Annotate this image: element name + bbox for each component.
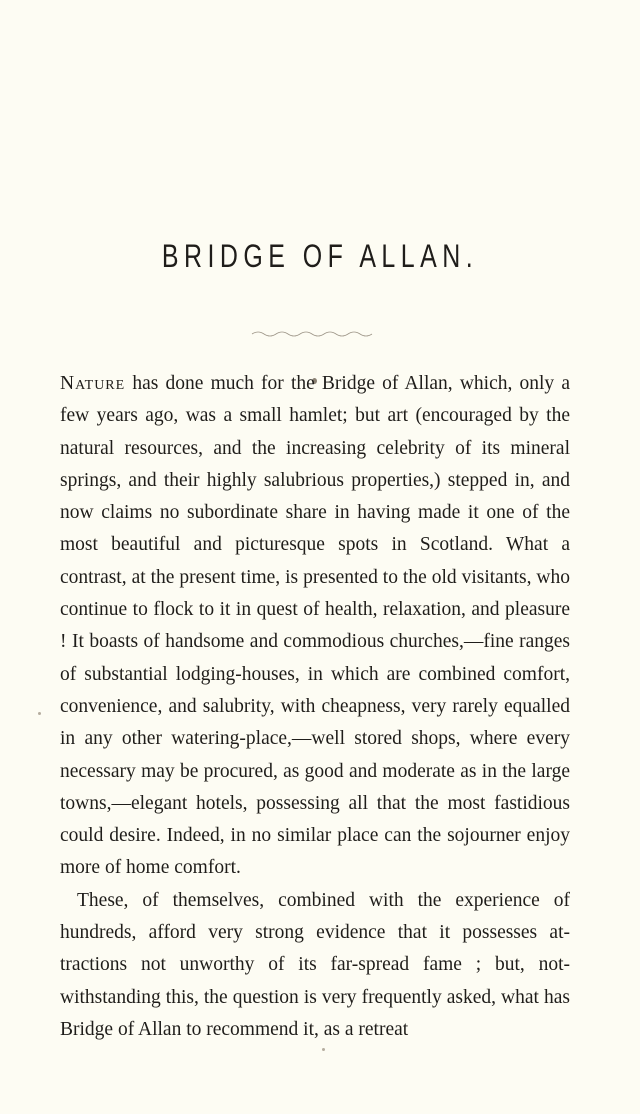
paper-speck — [322, 1048, 325, 1051]
paragraph-1-text: has done much for the Bridge of Allan, which, only a few years ago, was a small hamlet; but art (encouraged by the natural resources, and the increasing celebrity of its mineral springs, and their highly salubrious properties,) stepped in, and now claims no subordinate share in having made it one of the most beautiful and picturesque spots in Scotland. What a contrast, at the present time, is presented to the old visitants, who continue to flock to it in quest of health, relaxation, and pleasure ! It boasts of handsome and commodious churches,—fine ranges of substantial lodging-houses, in which are combined comfort, convenience, and salubrity, with cheapness, very rarely equalled in any other watering-place,—well stored shops, where every necessary may be procured, as good and moderate as in the large towns,—elegant hotels, possessing all that the most fastidious could desire. Indeed, in no similar place can the sojourner enjoy more of home comfort. — [60, 373, 570, 879]
paragraph-lead-word: Nature — [60, 373, 126, 394]
paragraph-1 — [60, 368, 570, 885]
paragraph-2-text: These, of themselves, combined with the experience of hundreds, afford very strong evidence that it possesses attractions not unworthy of its far-spread fame ; but, notwithstanding this, the question is very frequently asked, what has Bridge of Allan to recommend it, as a retreat — [60, 889, 570, 1040]
paragraph-2 — [60, 885, 570, 1046]
body-text — [60, 368, 570, 1046]
decorative-rule — [250, 328, 380, 338]
chapter-title: BRIDGE OF ALLAN. — [161, 238, 479, 274]
paper-speck — [38, 712, 41, 715]
